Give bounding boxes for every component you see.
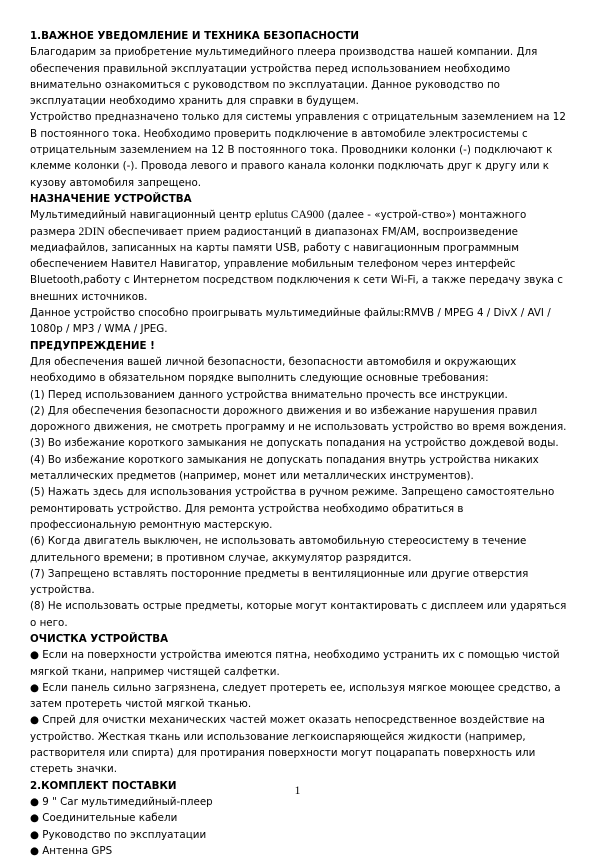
page-number: 1 xyxy=(294,785,301,797)
list-item: ● Если панель сильно загрязнена, следует протереть ее, используя мягкое моющее средство, а затем протереть чистой мягкой тканью. xyxy=(30,680,570,713)
cleaning-list xyxy=(30,647,570,777)
list-item: ● Соединительные кабели xyxy=(30,810,570,826)
purpose-text-mid: (далее - «устрой-ство») монтажного размера xyxy=(30,209,527,238)
purpose-text-end: обеспечивает прием радиостанций в диапазонах FM/AM, воспроизведение медиафайлов, записанных на карты памяти USB, работу с навигационным программным обеспечением Навител Навигатор, управление мобильным телефоном через интерфейс Bluetooth,работу с Интернетом посредством подключения к сети Wi-Fi, а также передачу звука с внешних источников. xyxy=(30,225,563,303)
purpose-paragraph xyxy=(30,207,570,305)
warning-item: (6) Когда двигатель выключен, не использовать автомобильную стереосистему в течение длительного времени; в противном случае, аккумулятор разрядится. xyxy=(30,535,527,564)
list-item: ● Если на поверхности устройства имеются пятна, необходимо устранить их с помощью чистой мягкой ткани, например чистящей салфетки. xyxy=(30,647,570,680)
section-heading-warning: ПРЕДУПРЕЖДЕНИЕ ! xyxy=(30,339,155,352)
list-item: ● Руководство по эксплуатации xyxy=(30,827,570,843)
warning-item: (1) Перед использованием данного устройства внимательно прочесть все инструкции. xyxy=(30,388,508,401)
section-heading-safety: 1.ВАЖНОЕ УВЕДОМЛЕНИЕ И ТЕХНИКА БЕЗОПАСНОСТИ xyxy=(30,30,359,42)
warning-item: (7) Запрещено вставлять посторонние предметы в вентиляционные или другие отверстия устройства. xyxy=(30,567,529,597)
warning-item: (3) Во избежание короткого замыкания не допускать попадания на устройство дождевой воды. xyxy=(30,437,559,450)
section-heading-kit: 2.КОМПЛЕКТ ПОСТАВКИ xyxy=(30,779,177,792)
warning-item: (8) Не использовать острые предметы, которые могут контактировать с дисплеем или ударяться о него. xyxy=(30,600,567,629)
warning-item: (4) Во избежание короткого замыкания не допускать попадания внутрь устройства никаких металлических предметов (например, монет или металлических инструментов). xyxy=(30,453,539,483)
intro-paragraph: Благодарим за приобретение мультимедийного плеера производства нашей компании. Для обеспечения правильной эксплуатации устройства перед использованием необходимо внимательно ознакомиться с руководством по эксплуатации. Данное руководство по эксплуатации необходимо хранить для справки в будущем. xyxy=(30,46,538,108)
list-item: ● Спрей для очистки механических частей может оказать непосредственное воздействие на устройство. Жесткая ткань или использование легкоиспаряющейся жидкости (например, растворителя или спирта) для протирания поверхности могут поцарапать поверхность или стереть значки. xyxy=(30,712,570,777)
din-size: 2DIN xyxy=(78,225,105,238)
warning-intro: Для обеспечения вашей личной безопасности, безопасности автомобиля и окружающих необходимо в обязательном порядке выполнить следующие основные требования: xyxy=(30,355,517,385)
purpose-text-start: Мультимедийный навигационный центр xyxy=(30,209,255,222)
power-paragraph: Устройство предназначено только для системы управления с отрицательным заземлением на 12 В постоянного тока. Необходимо проверить подключение в автомобиле электросистемы с отрицательным заземлением на 12 В постоянного тока. Проводники колонки (-) подключают к клемме колонки (-). Провода левого и правого канала колонки подключать друг к другу или к кузову автомобиля запрещено. xyxy=(30,111,566,189)
warning-item: (2) Для обеспечения безопасности дорожного движения и во избежание нарушения правил дорожного движения, не смотреть программу и не использовать устройство во время вождения. xyxy=(30,404,567,434)
list-item: ● Антенна GPS xyxy=(30,843,570,859)
model-name: eplutus CA900 xyxy=(254,209,325,222)
section-heading-cleaning: ОЧИСТКА УСТРОЙСТВА xyxy=(30,632,169,645)
manual-page xyxy=(30,28,570,859)
section-heading-purpose: НАЗНАЧЕНИЕ УСТРОЙСТВА xyxy=(30,192,192,205)
warning-item: (5) Нажать здесь для использования устройства в ручном режиме. Запрещено самостоятельно ремонтировать устройство. Для ремонта устройства необходимо обратиться в профессиональную ремонтную мастерскую. xyxy=(30,486,555,531)
list-item: ● 9 " Car мультимедийный-плеер xyxy=(30,794,570,810)
formats-paragraph: Данное устройство способно проигрывать мультимедийные файлы:RMVB / MPEG 4 / DivX / AVI / 1080p / MP3 / WMA / JPEG. xyxy=(30,307,551,336)
kit-list xyxy=(30,794,570,859)
